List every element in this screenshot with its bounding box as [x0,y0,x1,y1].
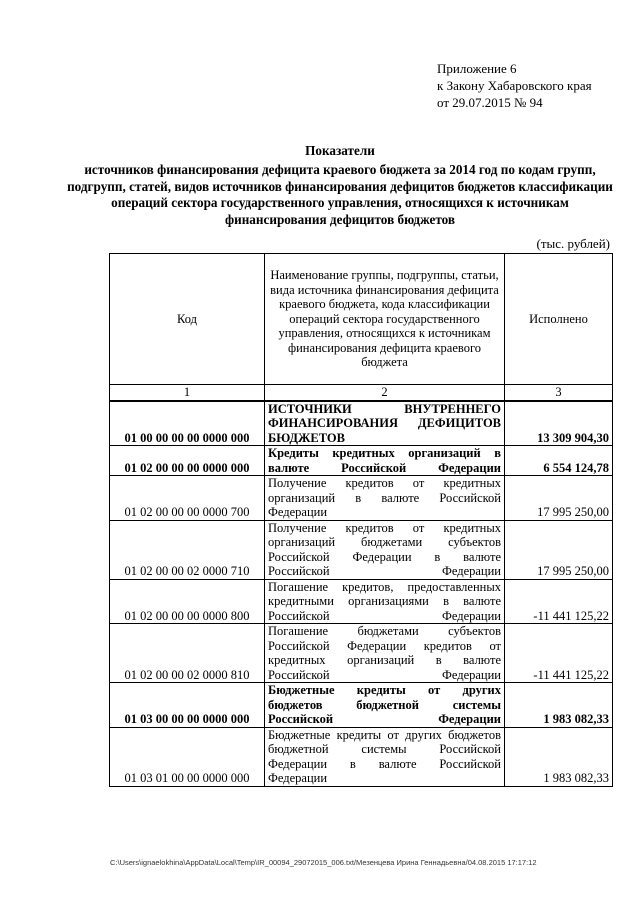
title-subtitle: источников финансирования дефицита краевого бюджета за 2014 год по кодам групп, подгрупп, статей, видов источников финансирования дефицитов бюджетов классификации операций сектора государственного управления, относящихся к источникам финансирования дефицитов бюджетов [67,161,613,228]
table-row [110,401,613,446]
amount-cell: -11 441 125,22 [505,624,613,683]
name-cell: Бюджетные кредиты от других бюджетов бюджетной системы Российской Федерации [265,683,505,728]
table-row [110,579,613,624]
sources-table [109,253,613,787]
code-cell: 01 02 00 00 00 0000 800 [110,579,265,624]
amount-cell: 13 309 904,30 [505,401,613,446]
name-cell: Получение кредитов от кредитных организаций в валюте Российской Федерации [265,476,505,521]
table-row [110,446,613,476]
code-cell: 01 00 00 00 00 0000 000 [110,401,265,446]
appendix-number: Приложение 6 [437,61,517,76]
name-cell: Бюджетные кредиты от других бюджетов бюджетной системы Российской Федерации в валюте Российской Федерации [265,727,505,786]
amount-cell: 1 983 082,33 [505,683,613,728]
table-row [110,683,613,728]
code-cell: 01 02 00 00 02 0000 810 [110,624,265,683]
amount-cell: 1 983 082,33 [505,727,613,786]
appendix-reference [437,60,592,111]
code-cell: 01 03 01 00 00 0000 000 [110,727,265,786]
header-name: Наименование группы, подгруппы, статьи, вида источника финансирования дефицита краевого бюджета, кода классификации операций сектора государственного управления, относящихся к источникам финансирования дефицита краевого бюджета [265,254,505,385]
amount-cell: 17 995 250,00 [505,476,613,521]
name-cell: Погашение бюджетами субъектов Российской Федерации кредитов от кредитных организаций в валюте Российской Федерации [265,624,505,683]
file-path-footer: C:\Users\ignaelokhina\AppData\Local\Temp\IR_00094_29072015_006.txt/Мезенцева Ирина Геннадьевна/04.08.2015 17:17:12 [110,858,537,867]
units-label: (тыс. рублей) [536,236,610,251]
column-number: 1 [110,385,265,401]
code-cell: 01 03 00 00 00 0000 000 [110,683,265,728]
title-heading: Показатели [305,143,375,158]
appendix-law: к Закону Хабаровского края [437,78,592,93]
name-cell: Погашение кредитов, предоставленных кредитными организациями в валюте Российской Федерации [265,579,505,624]
name-cell: ИСТОЧНИКИ ВНУТРЕННЕГО ФИНАНСИРОВАНИЯ ДЕФИЦИТОВ БЮДЖЕТОВ [265,401,505,446]
amount-cell: -11 441 125,22 [505,579,613,624]
name-cell: Получение кредитов от кредитных организаций бюджетами субъектов Российской Федерации в валюте Российской Федерации [265,520,505,579]
table-row [110,476,613,521]
header-amount: Исполнено [505,254,613,385]
table-body [110,401,613,787]
table-row [110,520,613,579]
column-number: 3 [505,385,613,401]
amount-cell: 6 554 124,78 [505,446,613,476]
amount-cell: 17 995 250,00 [505,520,613,579]
appendix-date: от 29.07.2015 № 94 [437,95,543,110]
name-cell: Кредиты кредитных организаций в валюте Российской Федерации [265,446,505,476]
column-number: 2 [265,385,505,401]
header-code: Код [110,254,265,385]
code-cell: 01 02 00 00 00 0000 700 [110,476,265,521]
code-cell: 01 02 00 00 02 0000 710 [110,520,265,579]
table-row [110,727,613,786]
table-row [110,624,613,683]
document-title [60,143,620,229]
code-cell: 01 02 00 00 00 0000 000 [110,446,265,476]
